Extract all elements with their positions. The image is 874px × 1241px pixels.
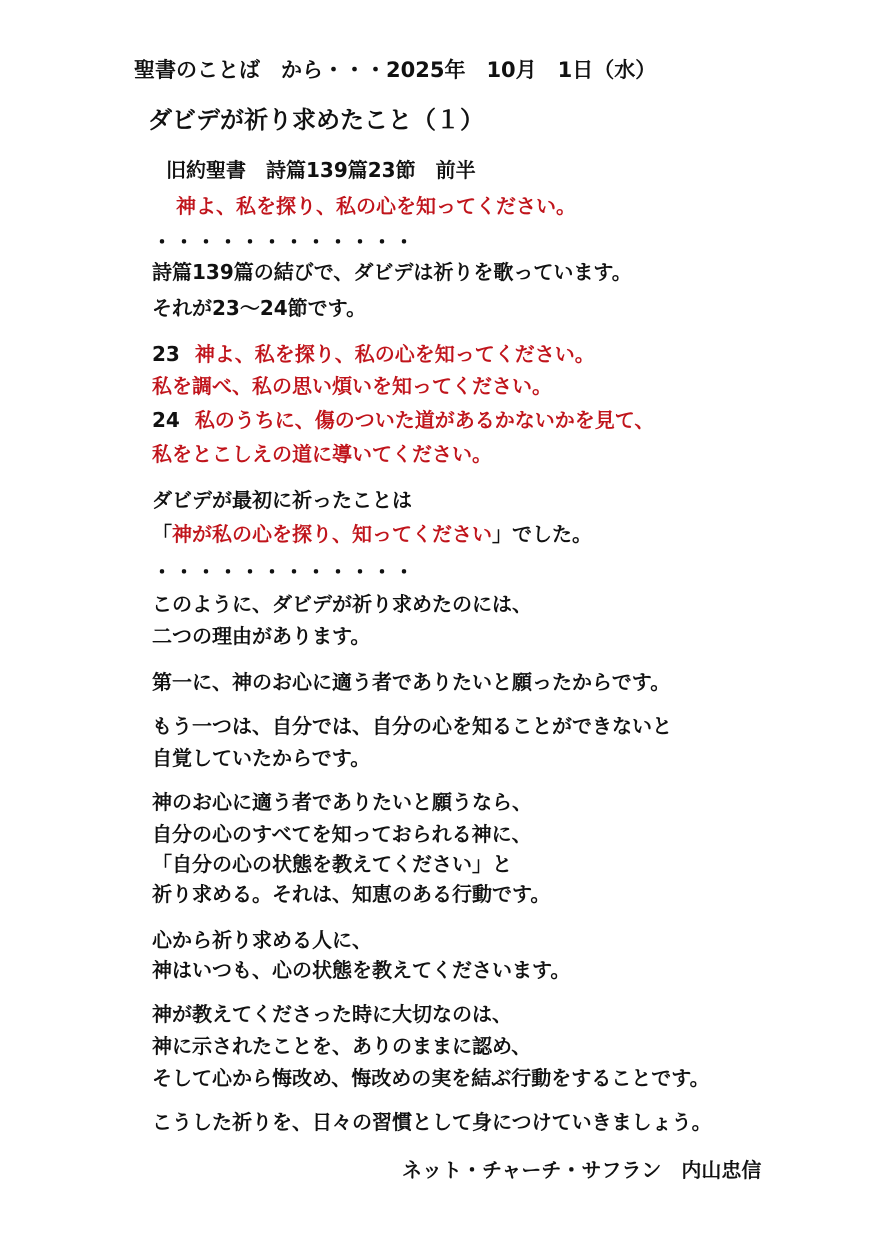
paragraph-7-line-1: こうした祈りを、日々の習慣として身につけていきましょう。 <box>152 1110 712 1134</box>
separator-dots: ・・・・・・・・・・・・ <box>152 230 416 254</box>
paragraph-3-line-1: もう一つは、自分では、自分の心を知ることができないと <box>152 714 672 738</box>
verse-number: 23 <box>152 342 180 366</box>
paragraph-4-line-1: 神のお心に適う者でありたいと願うなら、 <box>152 790 532 814</box>
paragraph-4-line-2: 自分の心のすべてを知っておられる神に、 <box>152 822 532 846</box>
separator-dots-2: ・・・・・・・・・・・・ <box>152 560 416 584</box>
paragraph-3-line-2: 自覚していたからです。 <box>152 746 371 770</box>
first-prayer-line-1: ダビデが最初に祈ったことは <box>152 488 412 512</box>
paragraph-5-line-2: 神はいつも、心の状態を教えてくださいます。 <box>152 958 571 982</box>
first-prayer-line-2 <box>152 522 592 546</box>
verse-23 <box>152 342 595 366</box>
date-line: 聖書のことば から・・・2025年 10月 1日（水） <box>134 58 657 82</box>
signature: ネット・チャーチ・サフラン 内山忠信 <box>402 1158 762 1182</box>
scripture-reference: 旧約聖書 詩篇139篇23節 前半 <box>166 158 476 182</box>
verse-text: 神よ、私を探り、私の心を知ってください。 <box>194 342 595 366</box>
paragraph-6-line-3: そして心から悔改め、悔改めの実を結ぶ行動をすることです。 <box>152 1066 710 1090</box>
paragraph-1-line-2: 二つの理由があります。 <box>152 624 371 648</box>
paragraph-4-line-3: 「自分の心の状態を教えてください」と <box>152 852 512 876</box>
key-verse: 神よ、私を探り、私の心を知ってください。 <box>176 194 576 218</box>
verse-text: 私のうちに、傷のついた道があるかないかを見て、 <box>194 408 655 432</box>
open-quote: 「 <box>152 522 172 546</box>
paragraph-1-line-1: このように、ダビデが祈り求めたのには、 <box>152 592 532 616</box>
verse-24 <box>152 408 654 432</box>
paragraph-6-line-2: 神に示されたことを、ありのままに認め、 <box>152 1034 532 1058</box>
paragraph-4-line-4: 祈り求める。それは、知恵のある行動です。 <box>152 882 551 906</box>
paragraph-2-line-1: 第一に、神のお心に適う者でありたいと願ったからです。 <box>152 670 671 694</box>
verse-number: 24 <box>152 408 180 432</box>
page-title: ダビデが祈り求めたこと（１） <box>148 106 484 134</box>
prayer-quote: 神が私の心を探り、知ってください <box>172 522 492 546</box>
intro-line-2: それが23～24節です。 <box>152 296 367 320</box>
verse-24-continued: 私をとこしえの道に導いてください。 <box>152 442 492 466</box>
verse-23-continued: 私を調べ、私の思い煩いを知ってください。 <box>152 374 552 398</box>
paragraph-6-line-1: 神が教えてくださった時に大切なのは、 <box>152 1002 512 1026</box>
close-quote: 」でした。 <box>492 522 592 546</box>
intro-line-1: 詩篇139篇の結びで、ダビデは祈りを歌っています。 <box>152 260 632 284</box>
paragraph-5-line-1: 心から祈り求める人に、 <box>152 928 372 952</box>
